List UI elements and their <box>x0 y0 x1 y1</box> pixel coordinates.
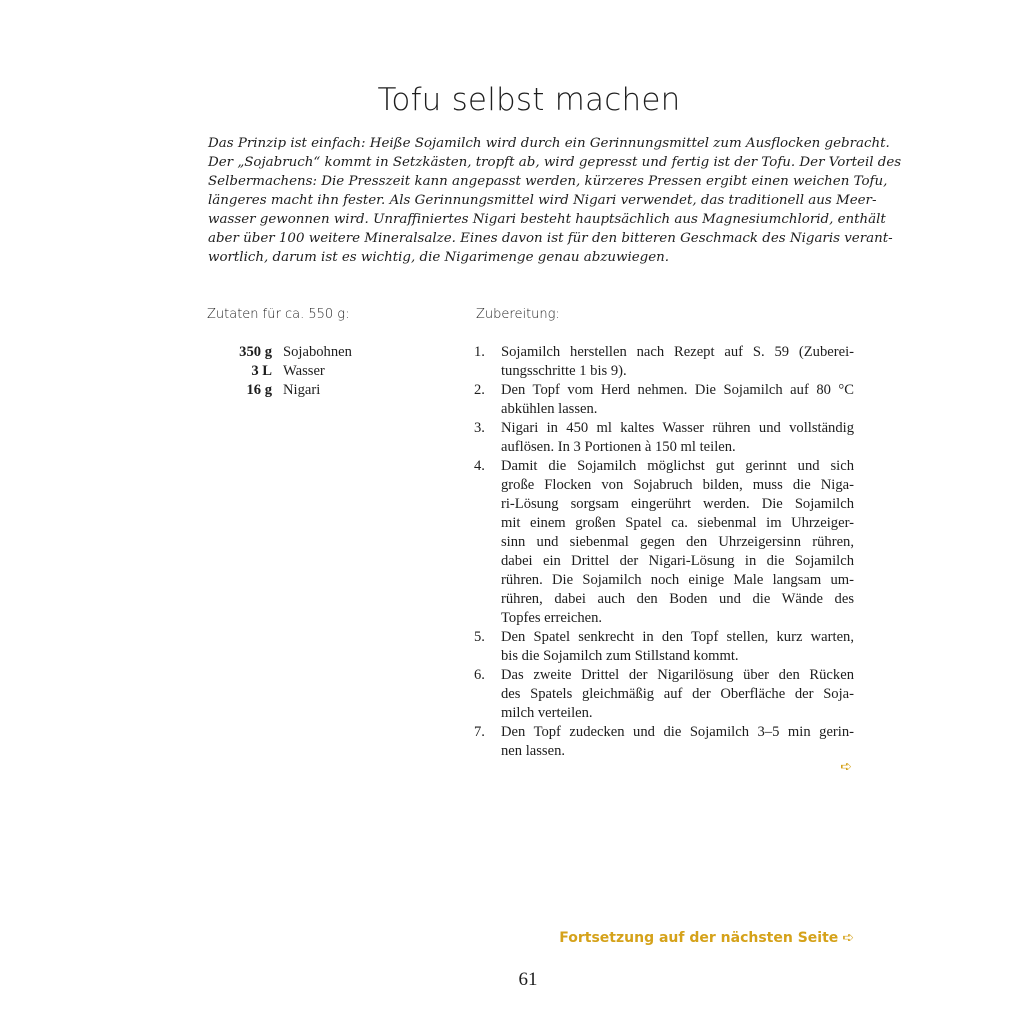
step-line: sinn und siebenmal gegen den Uhrzeigersinn rühren, <box>501 534 854 550</box>
continue-arrow-icon: ➪ <box>840 759 852 775</box>
step-number: 7. <box>474 724 485 740</box>
intro-line: Der „Sojabruch“ kommt in Setzkästen, tropft ab, wird gepresst und fertig ist der Tofu. Der Vorteil des <box>208 155 902 170</box>
step-number: 5. <box>474 629 485 645</box>
ingredient-amount: 350 g <box>239 344 272 360</box>
intro-line: längeres macht ihn fester. Als Gerinnungsmittel wird Nigari verwendet, das traditionell aus Meer- <box>208 193 877 208</box>
step-item <box>474 628 854 666</box>
intro-line: wortlich, darum ist es wichtig, die Nigarimenge genau abzuwiegen. <box>208 250 670 265</box>
ingredient-row <box>208 362 408 381</box>
step-line: nen lassen. <box>501 743 566 759</box>
step-text <box>501 419 854 457</box>
step-item <box>474 419 854 457</box>
step-number: 3. <box>474 420 485 436</box>
ingredient-name: Nigari <box>283 382 321 398</box>
step-line: Topfes erreichen. <box>501 610 603 626</box>
step-line: rühren. Die Sojamilch noch einige Male langsam um- <box>501 572 854 588</box>
step-line: rühren, dabei auch den Boden und die Wände des <box>501 591 854 607</box>
step-line: große Flocken von Sojabruch bilden, muss die Niga- <box>501 477 854 493</box>
preparation-steps <box>474 343 854 761</box>
ingredient-name: Wasser <box>283 363 325 379</box>
continue-arrow-icon: ➪ <box>842 930 854 946</box>
preparation-heading: Zubereitung: <box>476 307 560 322</box>
step-number: 4. <box>474 458 485 474</box>
step-item <box>474 723 854 761</box>
step-text <box>501 381 854 419</box>
step-line: bis die Sojamilch zum Stillstand kommt. <box>501 648 739 664</box>
ingredient-amount: 16 g <box>246 382 272 398</box>
ingredients-list <box>208 343 408 400</box>
ingredient-row <box>208 381 408 400</box>
step-line: Den Topf vom Herd nehmen. Die Sojamilch auf 80 °C <box>501 382 854 398</box>
ingredient-row <box>208 343 408 362</box>
intro-line: Selbermachens: Die Presszeit kann angepasst werden, kürzeres Pressen ergibt einen weichen Tofu, <box>208 174 888 189</box>
continue-text: Fortsetzung auf der nächsten Seite <box>559 930 839 946</box>
step-line: Damit die Sojamilch möglichst gut gerinnt und sich <box>501 458 854 474</box>
ingredients-heading: Zutaten für ca. 550 g: <box>207 307 350 322</box>
step-line: ri-Lösung sorgsam eingerührt werden. Die Sojamilch <box>501 496 854 512</box>
step-line: des Spatels gleichmäßig auf der Oberfläche der Soja- <box>501 686 854 702</box>
step-line: abkühlen lassen. <box>501 401 598 417</box>
step-text <box>501 628 854 666</box>
step-item <box>474 381 854 419</box>
step-line: Den Topf zudecken und die Sojamilch 3–5 min gerin- <box>501 724 854 740</box>
step-text <box>501 666 854 723</box>
intro-paragraph <box>208 134 902 267</box>
intro-line: Das Prinzip ist einfach: Heiße Sojamilch wird durch ein Gerinnungsmittel zum Ausflocken gebracht. <box>208 136 890 151</box>
step-line: dabei ein Drittel der Nigari-Lösung in die Sojamilch <box>501 553 854 569</box>
step-line: Sojamilch herstellen nach Rezept auf S. 59 (Zuberei- <box>501 344 854 360</box>
ingredient-name: Sojabohnen <box>283 344 352 360</box>
intro-line: wasser gewonnen wird. Unraffiniertes Nigari besteht hauptsächlich aus Magnesiumchlorid, enthält <box>208 212 886 227</box>
step-line: mit einem großen Spatel ca. siebenmal im Uhrzeiger- <box>501 515 854 531</box>
page-title: Tofu selbst machen <box>377 82 681 118</box>
step-item <box>474 457 854 628</box>
page-number: 61 <box>518 969 538 990</box>
step-line: Den Spatel senkrecht in den Topf stellen, kurz warten, <box>501 629 854 645</box>
step-item <box>474 666 854 723</box>
step-line: Das zweite Drittel der Nigarilösung über den Rücken <box>501 667 854 683</box>
intro-line: aber über 100 weitere Mineralsalze. Eines davon ist für den bitteren Geschmack des Nigaris verant- <box>208 231 893 246</box>
step-text <box>501 723 854 761</box>
step-line: tungsschritte 1 bis 9). <box>501 363 627 379</box>
step-line: auflösen. In 3 Portionen à 150 ml teilen. <box>501 439 736 455</box>
step-line: milch verteilen. <box>501 705 593 721</box>
step-text <box>501 457 854 628</box>
step-item <box>474 343 854 381</box>
step-number: 6. <box>474 667 485 683</box>
step-text <box>501 343 854 381</box>
continue-note <box>540 928 854 948</box>
step-number: 1. <box>474 344 485 360</box>
step-number: 2. <box>474 382 485 398</box>
step-line: Nigari in 450 ml kaltes Wasser rühren und vollständig <box>501 420 854 436</box>
ingredient-amount: 3 L <box>251 363 272 379</box>
